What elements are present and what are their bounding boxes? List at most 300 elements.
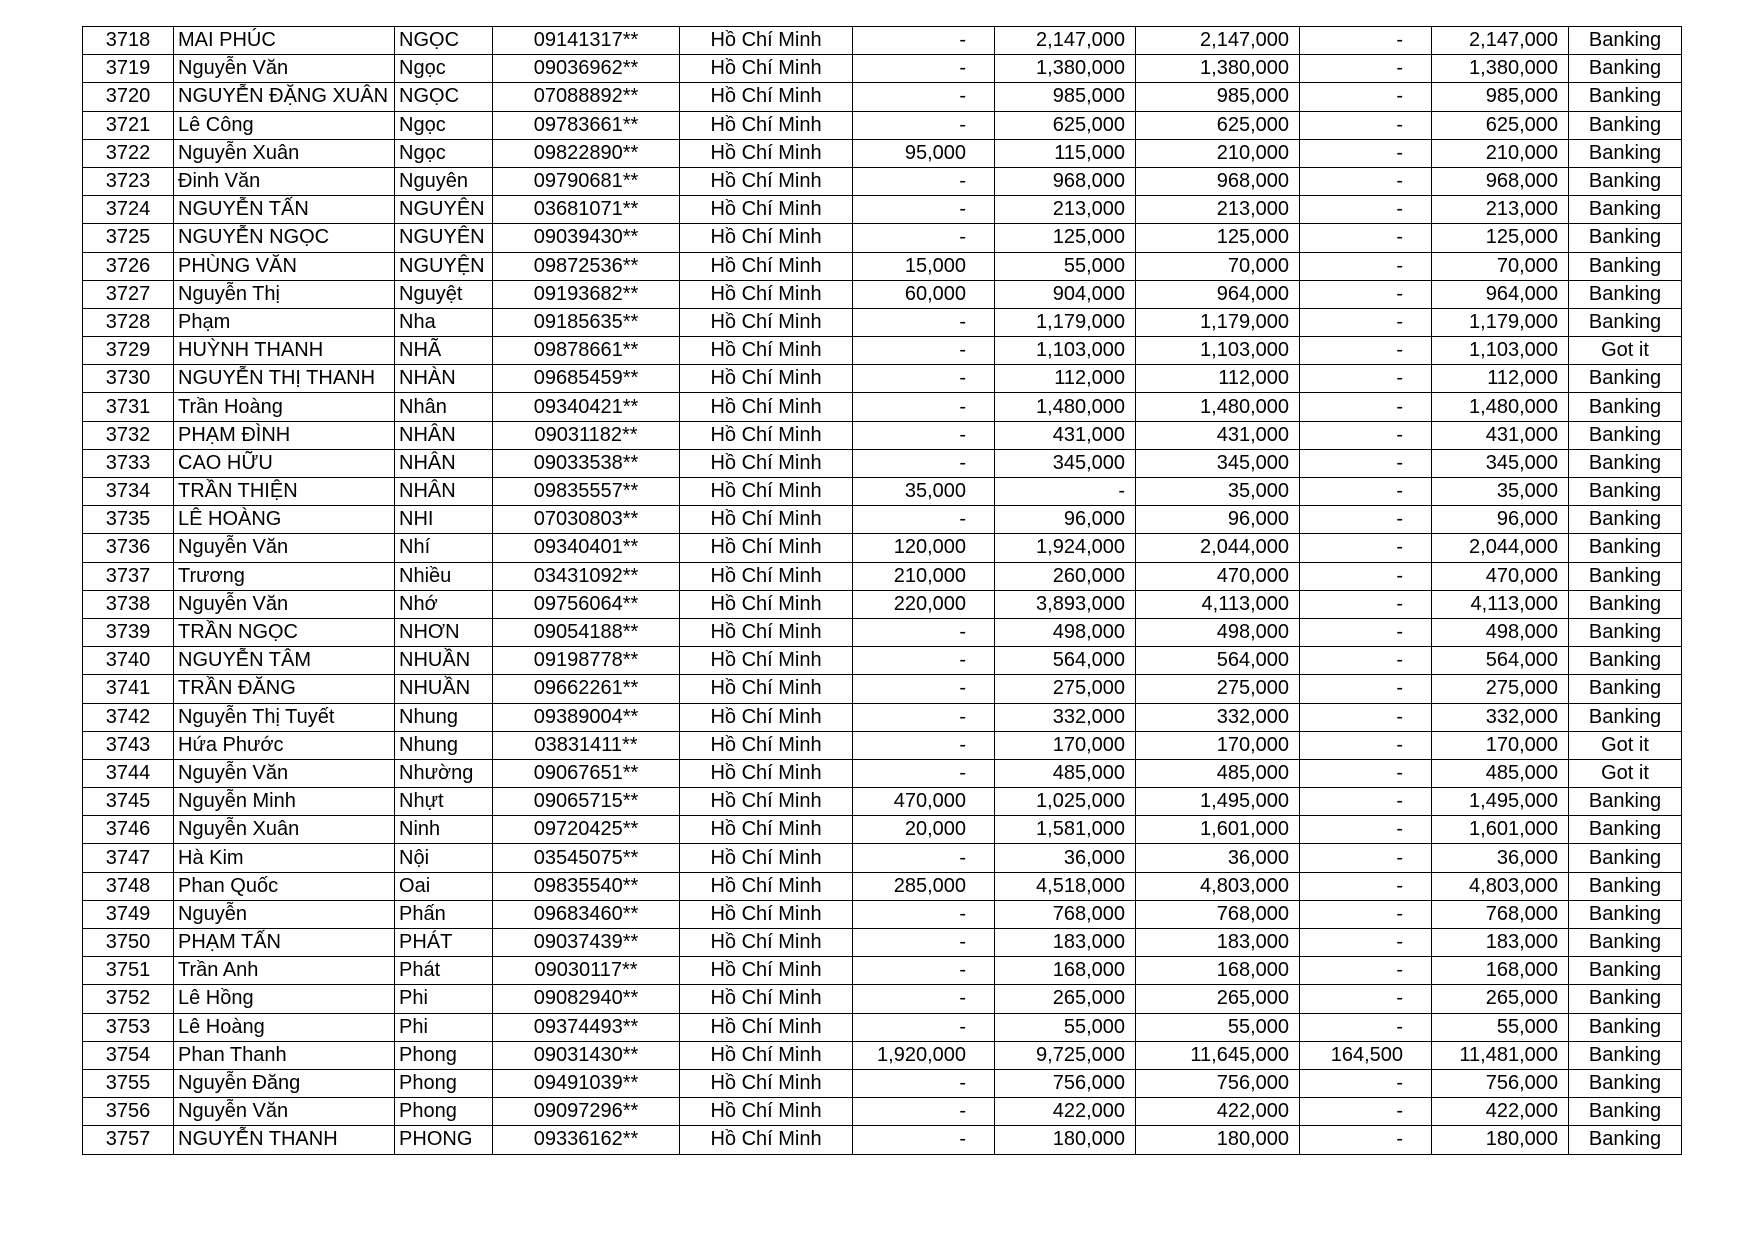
row-number-cell: 3750 — [83, 929, 174, 957]
phone-cell: 09185635** — [493, 308, 680, 336]
net-amount-cell: 964,000 — [1432, 280, 1569, 308]
last-middle-name-cell: Trần Anh — [174, 957, 395, 985]
net-amount-cell: 498,000 — [1432, 618, 1569, 646]
last-middle-name-cell: Nguyễn Xuân — [174, 139, 395, 167]
last-middle-name-cell: MAI PHÚC — [174, 27, 395, 55]
row-number-cell: 3730 — [83, 365, 174, 393]
first-name-cell: Nhường — [395, 759, 493, 787]
phone-cell: 09389004** — [493, 703, 680, 731]
net-amount-cell: 1,480,000 — [1432, 393, 1569, 421]
last-middle-name-cell: NGUYỄN NGỌC — [174, 224, 395, 252]
last-middle-name-cell: Nguyễn Đăng — [174, 1069, 395, 1097]
phone-cell: 09193682** — [493, 280, 680, 308]
amount-a-cell: - — [853, 224, 995, 252]
amount-a-cell: - — [853, 844, 995, 872]
amount-a-cell: - — [853, 675, 995, 703]
last-middle-name-cell: Nguyễn Văn — [174, 55, 395, 83]
last-middle-name-cell: Nguyễn Văn — [174, 534, 395, 562]
net-amount-cell: 625,000 — [1432, 111, 1569, 139]
net-amount-cell: 70,000 — [1432, 252, 1569, 280]
deduction-cell: - — [1300, 506, 1432, 534]
total-cell: 96,000 — [1136, 506, 1300, 534]
amount-a-cell: 35,000 — [853, 478, 995, 506]
table-row — [83, 759, 1682, 787]
table-row — [83, 816, 1682, 844]
phone-cell: 09491039** — [493, 1069, 680, 1097]
amount-a-cell: - — [853, 167, 995, 195]
row-number-cell: 3733 — [83, 449, 174, 477]
last-middle-name-cell: Trần Hoàng — [174, 393, 395, 421]
first-name-cell: Phát — [395, 957, 493, 985]
first-name-cell: Nhí — [395, 534, 493, 562]
phone-cell: 09067651** — [493, 759, 680, 787]
city-cell: Hồ Chí Minh — [680, 337, 853, 365]
amount-b-cell: 1,924,000 — [995, 534, 1136, 562]
total-cell: 564,000 — [1136, 647, 1300, 675]
table-row — [83, 421, 1682, 449]
deduction-cell: - — [1300, 929, 1432, 957]
last-middle-name-cell: Phạm — [174, 308, 395, 336]
table-row — [83, 280, 1682, 308]
row-number-cell: 3749 — [83, 900, 174, 928]
net-amount-cell: 968,000 — [1432, 167, 1569, 195]
deduction-cell: - — [1300, 759, 1432, 787]
deduction-cell: - — [1300, 478, 1432, 506]
last-middle-name-cell: PHẠM TẤN — [174, 929, 395, 957]
amount-b-cell: 183,000 — [995, 929, 1136, 957]
deduction-cell: - — [1300, 675, 1432, 703]
table-row — [83, 111, 1682, 139]
deduction-cell: - — [1300, 365, 1432, 393]
city-cell: Hồ Chí Minh — [680, 759, 853, 787]
row-number-cell: 3731 — [83, 393, 174, 421]
total-cell: 35,000 — [1136, 478, 1300, 506]
amount-a-cell: 20,000 — [853, 816, 995, 844]
deduction-cell: - — [1300, 985, 1432, 1013]
first-name-cell: NGUYÊN — [395, 224, 493, 252]
amount-a-cell: - — [853, 731, 995, 759]
phone-cell: 09030117** — [493, 957, 680, 985]
payment-method-cell: Banking — [1569, 703, 1682, 731]
city-cell: Hồ Chí Minh — [680, 365, 853, 393]
net-amount-cell: 2,147,000 — [1432, 27, 1569, 55]
amount-b-cell: 112,000 — [995, 365, 1136, 393]
last-middle-name-cell: Nguyễn Xuân — [174, 816, 395, 844]
payment-method-cell: Banking — [1569, 1013, 1682, 1041]
deduction-cell: - — [1300, 703, 1432, 731]
total-cell: 1,179,000 — [1136, 308, 1300, 336]
city-cell: Hồ Chí Minh — [680, 506, 853, 534]
payment-method-cell: Banking — [1569, 308, 1682, 336]
payment-method-cell: Got it — [1569, 337, 1682, 365]
last-middle-name-cell: LÊ HOÀNG — [174, 506, 395, 534]
row-number-cell: 3743 — [83, 731, 174, 759]
last-middle-name-cell: NGUYỄN TÂM — [174, 647, 395, 675]
last-middle-name-cell: Nguyễn Thị — [174, 280, 395, 308]
phone-cell: 03545075** — [493, 844, 680, 872]
total-cell: 4,803,000 — [1136, 872, 1300, 900]
amount-b-cell: 332,000 — [995, 703, 1136, 731]
last-middle-name-cell: Nguyễn Minh — [174, 788, 395, 816]
amount-b-cell: 4,518,000 — [995, 872, 1136, 900]
table-row — [83, 506, 1682, 534]
city-cell: Hồ Chí Minh — [680, 675, 853, 703]
table-row — [83, 562, 1682, 590]
table-row — [83, 1098, 1682, 1126]
table-body — [83, 27, 1682, 1155]
row-number-cell: 3737 — [83, 562, 174, 590]
city-cell: Hồ Chí Minh — [680, 788, 853, 816]
row-number-cell: 3725 — [83, 224, 174, 252]
city-cell: Hồ Chí Minh — [680, 167, 853, 195]
amount-a-cell: 1,920,000 — [853, 1041, 995, 1069]
deduction-cell: - — [1300, 55, 1432, 83]
row-number-cell: 3746 — [83, 816, 174, 844]
last-middle-name-cell: Lê Hoàng — [174, 1013, 395, 1041]
payment-method-cell: Banking — [1569, 83, 1682, 111]
payment-method-cell: Banking — [1569, 393, 1682, 421]
first-name-cell: Nguyệt — [395, 280, 493, 308]
last-middle-name-cell: Phan Quốc — [174, 872, 395, 900]
payment-method-cell: Banking — [1569, 139, 1682, 167]
city-cell: Hồ Chí Minh — [680, 196, 853, 224]
net-amount-cell: 422,000 — [1432, 1098, 1569, 1126]
deduction-cell: - — [1300, 618, 1432, 646]
amount-a-cell: - — [853, 900, 995, 928]
payment-method-cell: Banking — [1569, 872, 1682, 900]
total-cell: 1,380,000 — [1136, 55, 1300, 83]
phone-cell: 09054188** — [493, 618, 680, 646]
net-amount-cell: 1,601,000 — [1432, 816, 1569, 844]
phone-cell: 09039430** — [493, 224, 680, 252]
deduction-cell: - — [1300, 872, 1432, 900]
amount-a-cell: - — [853, 111, 995, 139]
city-cell: Hồ Chí Minh — [680, 1069, 853, 1097]
amount-b-cell: 180,000 — [995, 1126, 1136, 1154]
amount-b-cell: 422,000 — [995, 1098, 1136, 1126]
table-row — [83, 478, 1682, 506]
amount-a-cell: - — [853, 27, 995, 55]
city-cell: Hồ Chí Minh — [680, 872, 853, 900]
last-middle-name-cell: NGUYỄN TẤN — [174, 196, 395, 224]
city-cell: Hồ Chí Minh — [680, 534, 853, 562]
first-name-cell: Oai — [395, 872, 493, 900]
table-row — [83, 844, 1682, 872]
net-amount-cell: 485,000 — [1432, 759, 1569, 787]
payment-method-cell: Banking — [1569, 816, 1682, 844]
amount-a-cell: - — [853, 365, 995, 393]
total-cell: 55,000 — [1136, 1013, 1300, 1041]
payment-method-cell: Banking — [1569, 55, 1682, 83]
city-cell: Hồ Chí Minh — [680, 83, 853, 111]
deduction-cell: - — [1300, 731, 1432, 759]
payment-method-cell: Banking — [1569, 618, 1682, 646]
first-name-cell: Nhung — [395, 731, 493, 759]
table-row — [83, 449, 1682, 477]
total-cell: 1,495,000 — [1136, 788, 1300, 816]
payment-method-cell: Banking — [1569, 449, 1682, 477]
phone-cell: 09878661** — [493, 337, 680, 365]
net-amount-cell: 1,179,000 — [1432, 308, 1569, 336]
city-cell: Hồ Chí Minh — [680, 27, 853, 55]
total-cell: 498,000 — [1136, 618, 1300, 646]
deduction-cell: - — [1300, 816, 1432, 844]
payment-method-cell: Banking — [1569, 252, 1682, 280]
first-name-cell: Ngọc — [395, 55, 493, 83]
phone-cell: 09340421** — [493, 393, 680, 421]
payment-method-cell: Banking — [1569, 590, 1682, 618]
total-cell: 112,000 — [1136, 365, 1300, 393]
amount-b-cell: 213,000 — [995, 196, 1136, 224]
net-amount-cell: 2,044,000 — [1432, 534, 1569, 562]
city-cell: Hồ Chí Minh — [680, 1098, 853, 1126]
deduction-cell: - — [1300, 139, 1432, 167]
amount-b-cell: 3,893,000 — [995, 590, 1136, 618]
city-cell: Hồ Chí Minh — [680, 55, 853, 83]
net-amount-cell: 1,103,000 — [1432, 337, 1569, 365]
row-number-cell: 3752 — [83, 985, 174, 1013]
amount-a-cell: - — [853, 337, 995, 365]
amount-b-cell: 36,000 — [995, 844, 1136, 872]
amount-a-cell: - — [853, 985, 995, 1013]
row-number-cell: 3756 — [83, 1098, 174, 1126]
total-cell: 70,000 — [1136, 252, 1300, 280]
deduction-cell: - — [1300, 308, 1432, 336]
row-number-cell: 3739 — [83, 618, 174, 646]
last-middle-name-cell: NGUYỄN THỊ THANH — [174, 365, 395, 393]
payment-method-cell: Banking — [1569, 929, 1682, 957]
first-name-cell: Ngọc — [395, 139, 493, 167]
amount-a-cell: - — [853, 1013, 995, 1041]
payment-method-cell: Banking — [1569, 900, 1682, 928]
total-cell: 1,601,000 — [1136, 816, 1300, 844]
deduction-cell: - — [1300, 590, 1432, 618]
first-name-cell: Phấn — [395, 900, 493, 928]
amount-a-cell: - — [853, 393, 995, 421]
phone-cell: 09336162** — [493, 1126, 680, 1154]
payment-method-cell: Banking — [1569, 1069, 1682, 1097]
amount-a-cell: - — [853, 618, 995, 646]
net-amount-cell: 332,000 — [1432, 703, 1569, 731]
table-row — [83, 731, 1682, 759]
net-amount-cell: 265,000 — [1432, 985, 1569, 1013]
deduction-cell: - — [1300, 421, 1432, 449]
deduction-cell: - — [1300, 167, 1432, 195]
net-amount-cell: 36,000 — [1432, 844, 1569, 872]
amount-a-cell: 15,000 — [853, 252, 995, 280]
first-name-cell: Phi — [395, 985, 493, 1013]
first-name-cell: Phong — [395, 1098, 493, 1126]
first-name-cell: Nhung — [395, 703, 493, 731]
total-cell: 485,000 — [1136, 759, 1300, 787]
deduction-cell: - — [1300, 280, 1432, 308]
amount-a-cell: - — [853, 421, 995, 449]
payment-method-cell: Banking — [1569, 1041, 1682, 1069]
table-row — [83, 900, 1682, 928]
payment-method-cell: Banking — [1569, 788, 1682, 816]
deduction-cell: - — [1300, 252, 1432, 280]
phone-cell: 09683460** — [493, 900, 680, 928]
last-middle-name-cell: NGUYỄN THANH — [174, 1126, 395, 1154]
first-name-cell: NHUẦN — [395, 647, 493, 675]
city-cell: Hồ Chí Minh — [680, 252, 853, 280]
total-cell: 756,000 — [1136, 1069, 1300, 1097]
net-amount-cell: 170,000 — [1432, 731, 1569, 759]
amount-b-cell: 1,581,000 — [995, 816, 1136, 844]
first-name-cell: NHƠN — [395, 618, 493, 646]
row-number-cell: 3748 — [83, 872, 174, 900]
first-name-cell: Nhiều — [395, 562, 493, 590]
deduction-cell: - — [1300, 196, 1432, 224]
net-amount-cell: 345,000 — [1432, 449, 1569, 477]
phone-cell: 09783661** — [493, 111, 680, 139]
row-number-cell: 3747 — [83, 844, 174, 872]
payment-method-cell: Banking — [1569, 985, 1682, 1013]
amount-a-cell: 285,000 — [853, 872, 995, 900]
row-number-cell: 3745 — [83, 788, 174, 816]
table-row — [83, 196, 1682, 224]
last-middle-name-cell: CAO HỮU — [174, 449, 395, 477]
amount-a-cell: - — [853, 1098, 995, 1126]
city-cell: Hồ Chí Minh — [680, 957, 853, 985]
city-cell: Hồ Chí Minh — [680, 900, 853, 928]
amount-b-cell: 1,480,000 — [995, 393, 1136, 421]
row-number-cell: 3754 — [83, 1041, 174, 1069]
first-name-cell: Phi — [395, 1013, 493, 1041]
first-name-cell: NHÃ — [395, 337, 493, 365]
amount-a-cell: - — [853, 1126, 995, 1154]
first-name-cell: NGUYÊN — [395, 196, 493, 224]
payment-method-cell: Banking — [1569, 647, 1682, 675]
net-amount-cell: 180,000 — [1432, 1126, 1569, 1154]
row-number-cell: 3727 — [83, 280, 174, 308]
phone-cell: 09097296** — [493, 1098, 680, 1126]
deduction-cell: - — [1300, 1069, 1432, 1097]
deduction-cell: - — [1300, 111, 1432, 139]
net-amount-cell: 210,000 — [1432, 139, 1569, 167]
net-amount-cell: 125,000 — [1432, 224, 1569, 252]
deduction-cell: - — [1300, 900, 1432, 928]
table-row — [83, 985, 1682, 1013]
phone-cell: 07030803** — [493, 506, 680, 534]
row-number-cell: 3722 — [83, 139, 174, 167]
table-row — [83, 957, 1682, 985]
last-middle-name-cell: Trương — [174, 562, 395, 590]
net-amount-cell: 112,000 — [1432, 365, 1569, 393]
payment-method-cell: Banking — [1569, 365, 1682, 393]
city-cell: Hồ Chí Minh — [680, 703, 853, 731]
table-row — [83, 139, 1682, 167]
phone-cell: 09872536** — [493, 252, 680, 280]
table-row — [83, 534, 1682, 562]
net-amount-cell: 564,000 — [1432, 647, 1569, 675]
phone-cell: 03681071** — [493, 196, 680, 224]
first-name-cell: NHÂN — [395, 478, 493, 506]
amount-b-cell: 625,000 — [995, 111, 1136, 139]
amount-b-cell: 55,000 — [995, 1013, 1136, 1041]
table-row — [83, 308, 1682, 336]
payment-method-cell: Banking — [1569, 478, 1682, 506]
amount-a-cell: 60,000 — [853, 280, 995, 308]
deduction-cell: - — [1300, 534, 1432, 562]
phone-cell: 09033538** — [493, 449, 680, 477]
deduction-cell: - — [1300, 844, 1432, 872]
last-middle-name-cell: Nguyễn — [174, 900, 395, 928]
deduction-cell: - — [1300, 393, 1432, 421]
first-name-cell: NHI — [395, 506, 493, 534]
amount-b-cell: 115,000 — [995, 139, 1136, 167]
amount-b-cell: 1,025,000 — [995, 788, 1136, 816]
net-amount-cell: 985,000 — [1432, 83, 1569, 111]
amount-b-cell: 1,179,000 — [995, 308, 1136, 336]
deduction-cell: - — [1300, 337, 1432, 365]
amount-a-cell: - — [853, 55, 995, 83]
payment-method-cell: Banking — [1569, 167, 1682, 195]
amount-a-cell: 95,000 — [853, 139, 995, 167]
table-row — [83, 252, 1682, 280]
phone-cell: 09685459** — [493, 365, 680, 393]
row-number-cell: 3753 — [83, 1013, 174, 1041]
data-table — [82, 26, 1682, 1155]
table-row — [83, 1126, 1682, 1154]
payment-method-cell: Got it — [1569, 731, 1682, 759]
phone-cell: 09835540** — [493, 872, 680, 900]
phone-cell: 09031430** — [493, 1041, 680, 1069]
row-number-cell: 3719 — [83, 55, 174, 83]
amount-b-cell: 345,000 — [995, 449, 1136, 477]
last-middle-name-cell: Nguyễn Văn — [174, 590, 395, 618]
payment-method-cell: Banking — [1569, 675, 1682, 703]
amount-b-cell: 125,000 — [995, 224, 1136, 252]
first-name-cell: PHÁT — [395, 929, 493, 957]
amount-a-cell: 120,000 — [853, 534, 995, 562]
table-row — [83, 393, 1682, 421]
first-name-cell: Nhựt — [395, 788, 493, 816]
phone-cell: 03831411** — [493, 731, 680, 759]
total-cell: 431,000 — [1136, 421, 1300, 449]
amount-b-cell: 498,000 — [995, 618, 1136, 646]
first-name-cell: NGUYỆN — [395, 252, 493, 280]
phone-cell: 09822890** — [493, 139, 680, 167]
last-middle-name-cell: Hà Kim — [174, 844, 395, 872]
first-name-cell: NHUẦN — [395, 675, 493, 703]
first-name-cell: Nguyên — [395, 167, 493, 195]
amount-a-cell: - — [853, 647, 995, 675]
net-amount-cell: 168,000 — [1432, 957, 1569, 985]
phone-cell: 09031182** — [493, 421, 680, 449]
deduction-cell: - — [1300, 224, 1432, 252]
first-name-cell: Nhân — [395, 393, 493, 421]
city-cell: Hồ Chí Minh — [680, 1126, 853, 1154]
amount-b-cell: 1,103,000 — [995, 337, 1136, 365]
city-cell: Hồ Chí Minh — [680, 562, 853, 590]
total-cell: 625,000 — [1136, 111, 1300, 139]
row-number-cell: 3735 — [83, 506, 174, 534]
total-cell: 265,000 — [1136, 985, 1300, 1013]
last-middle-name-cell: Lê Công — [174, 111, 395, 139]
total-cell: 470,000 — [1136, 562, 1300, 590]
total-cell: 183,000 — [1136, 929, 1300, 957]
total-cell: 332,000 — [1136, 703, 1300, 731]
net-amount-cell: 431,000 — [1432, 421, 1569, 449]
row-number-cell: 3721 — [83, 111, 174, 139]
amount-b-cell: 768,000 — [995, 900, 1136, 928]
payment-method-cell: Banking — [1569, 506, 1682, 534]
amount-b-cell: 485,000 — [995, 759, 1136, 787]
phone-cell: 09037439** — [493, 929, 680, 957]
total-cell: 1,480,000 — [1136, 393, 1300, 421]
city-cell: Hồ Chí Minh — [680, 618, 853, 646]
